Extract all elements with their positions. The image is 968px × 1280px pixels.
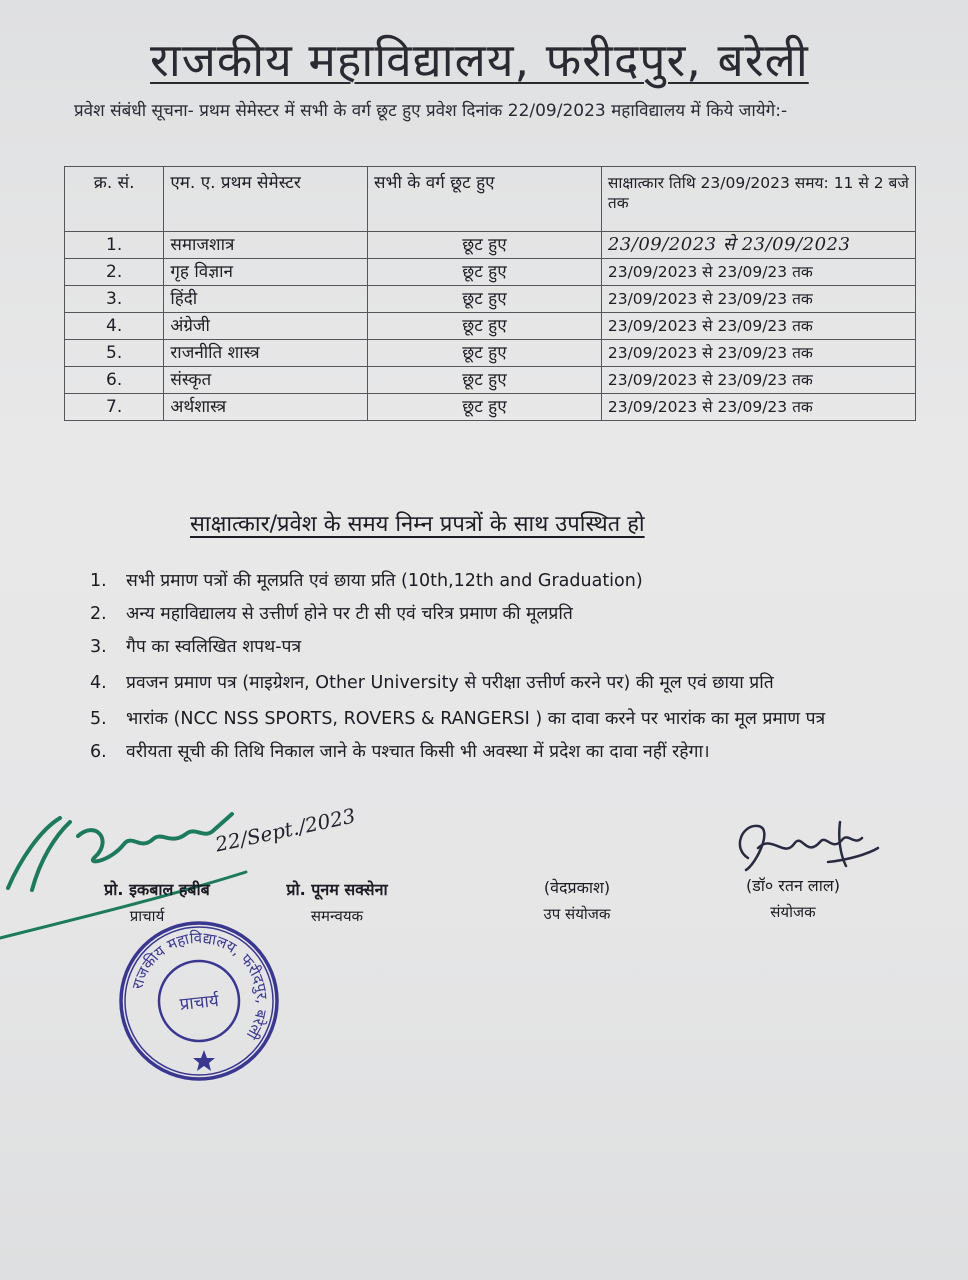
table-row — [65, 286, 916, 313]
row-status: छूट हुए — [368, 394, 602, 421]
header-serial: क्र. सं. — [65, 167, 164, 232]
row-serial: 2. — [65, 259, 164, 286]
row-serial: 1. — [65, 232, 164, 259]
signatory-name: (वेदप्रकाश) — [543, 878, 611, 897]
table-row — [65, 367, 916, 394]
list-number: 6. — [90, 742, 107, 762]
signatory-name: प्रो. इकबाल हबीब — [104, 880, 210, 899]
signatory-designation: संयोजक — [770, 903, 816, 921]
signatory-name: प्रो. पूनम सक्सेना — [286, 880, 388, 899]
seal-star-icon — [193, 1050, 215, 1071]
list-item — [90, 704, 900, 734]
list-number: 5. — [90, 709, 107, 729]
required-documents-list — [90, 566, 900, 767]
table-row — [65, 259, 916, 286]
table-row — [65, 313, 916, 340]
row-date: 23/09/2023 से 23/09/23 तक — [601, 286, 915, 313]
table-row — [65, 340, 916, 367]
row-serial: 3. — [65, 286, 164, 313]
required-documents-heading: साक्षात्कार/प्रवेश के समय निम्न प्रपत्रों के साथ उपस्थित हो — [190, 512, 645, 537]
list-number: 4. — [90, 673, 107, 693]
table-row — [65, 232, 916, 259]
list-text: भारांक (NCC NSS SPORTS, ROVERS & RANGERSI ) का दावा करने पर भारांक का मूल प्रमाण पत्र — [126, 709, 826, 729]
list-number: 2. — [90, 604, 107, 624]
signatory-convener — [718, 874, 868, 922]
row-serial: 6. — [65, 367, 164, 394]
list-text: प्रवजन प्रमाण पत्र (माइग्रेशन, Other University से परीक्षा उत्तीर्ण करने पर) की मूल एवं छाया प्रति — [126, 673, 774, 693]
header-status: सभी के वर्ग छूट हुए — [368, 167, 602, 232]
signatory-coordinator — [262, 878, 412, 926]
list-number: 1. — [90, 571, 107, 591]
seal-center-text: प्राचार्य — [178, 990, 220, 1015]
row-serial: 4. — [65, 313, 164, 340]
row-date: 23/09/2023 से 23/09/23 तक — [601, 313, 915, 340]
row-date: 23/09/2023 से 23/09/23 तक — [601, 367, 915, 394]
admission-schedule-table — [64, 166, 916, 421]
row-date: 23/09/2023 से 23/09/23 तक — [601, 394, 915, 421]
header-interview-date: साक्षात्कार तिथि 23/09/2023 समय: 11 से 2 बजे तक — [601, 167, 915, 232]
row-status: छूट हुए — [368, 232, 602, 259]
row-date: 23/09/2023 से 23/09/23 तक — [601, 340, 915, 367]
row-date-handwritten: 23/09/2023 से 23/09/2023 — [601, 232, 915, 259]
list-item — [90, 632, 900, 662]
row-subject: अंग्रेजी — [164, 313, 368, 340]
row-subject: संस्कृत — [164, 367, 368, 394]
signatory-designation: प्राचार्य — [129, 907, 165, 925]
convener-signature-icon — [728, 818, 888, 878]
row-subject: राजनीति शास्त्र — [164, 340, 368, 367]
list-number: 3. — [90, 637, 107, 657]
row-status: छूट हुए — [368, 313, 602, 340]
list-text: गैप का स्वलिखित शपथ-पत्र — [126, 637, 302, 657]
row-status: छूट हुए — [368, 367, 602, 394]
header-subject: एम. ए. प्रथम सेमेस्टर — [164, 167, 368, 232]
row-serial: 5. — [65, 340, 164, 367]
row-serial: 7. — [65, 394, 164, 421]
college-title: राजकीय महाविद्यालय, फरीदपुर, बरेली — [150, 33, 809, 87]
table-row — [65, 394, 916, 421]
signatory-name: (डॉ० रतन लाल) — [745, 876, 841, 895]
list-text: वरीयता सूची की तिथि निकाल जाने के पश्चात किसी भी अवस्था में प्रदेश का दावा नहीं रहेगा। — [126, 742, 710, 762]
row-subject: हिंदी — [164, 286, 368, 313]
college-seal-icon — [116, 918, 282, 1084]
admission-notice: प्रवेश संबंधी सूचना- प्रथम सेमेस्टर में सभी के वर्ग छूट हुए प्रवेश दिनांक 22/09/2023 महाविद्यालय में किये जायेगे:- — [74, 101, 788, 121]
row-status: छूट हुए — [368, 259, 602, 286]
list-text: सभी प्रमाण पत्रों की मूलप्रति एवं छाया प्रति (10th,12th and Graduation) — [126, 571, 643, 591]
signatory-designation: समन्वयक — [310, 907, 364, 925]
seal-ring-text: राजकीय महाविद्यालय, फरीदपुर, बरेली — [128, 928, 272, 1043]
signatory-designation: उप संयोजक — [543, 905, 611, 923]
row-status: छूट हुए — [368, 286, 602, 313]
signature-date: 22/Sept./2023 — [213, 803, 358, 857]
list-item — [90, 668, 900, 698]
table-header-row — [65, 167, 916, 232]
row-subject: अर्थशास्त्र — [164, 394, 368, 421]
list-item — [90, 599, 900, 629]
signatory-deputy-convener — [512, 876, 642, 924]
row-subject: समाजशात्र — [164, 232, 368, 259]
list-item — [90, 737, 900, 767]
list-text: अन्य महाविद्यालय से उत्तीर्ण होने पर टी सी एवं चरित्र प्रमाण की मूलप्रति — [126, 604, 573, 624]
row-subject: गृह विज्ञान — [164, 259, 368, 286]
row-status: छूट हुए — [368, 340, 602, 367]
row-date: 23/09/2023 से 23/09/23 तक — [601, 259, 915, 286]
list-item — [90, 566, 900, 596]
